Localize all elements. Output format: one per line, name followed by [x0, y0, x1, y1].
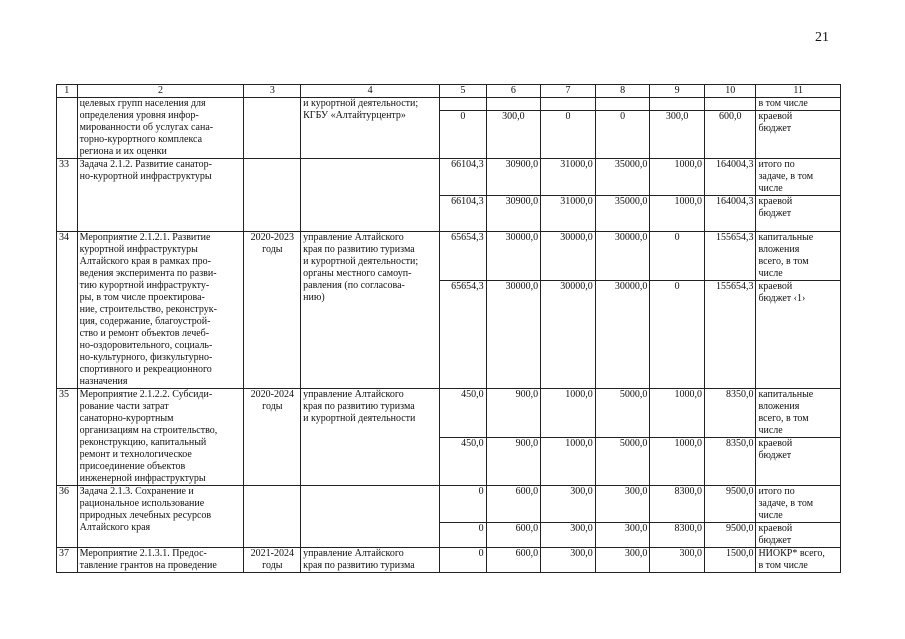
measure-name: Задача 2.1.2. Развитие санатор- но-курортной инфраструктуры	[77, 159, 244, 232]
table-row	[57, 486, 841, 523]
value-cell: 0	[541, 111, 596, 159]
column-number: 7	[541, 85, 596, 98]
value-cell: 1000,0	[650, 438, 705, 486]
value-cell: 1000,0	[650, 159, 705, 196]
row-number: 37	[57, 548, 78, 573]
page-number: 21	[815, 30, 829, 45]
value-cell: 65654,3	[440, 281, 486, 389]
table-row	[57, 389, 841, 438]
value-cell: 164004,3	[704, 196, 756, 232]
term-cell	[244, 98, 301, 159]
column-number: 8	[595, 85, 650, 98]
value-cell: 0	[595, 111, 650, 159]
value-cell: 5000,0	[595, 438, 650, 486]
measure-name: Мероприятие 2.1.2.2. Субсиди- рование части затрат санаторно-курортным организациям на строительство, реконструкцию, капитальный ремонт и технологическое присоединение объектов инженерной инфраструктуры	[77, 389, 244, 486]
executor-cell: управление Алтайского края по развитию туризма и курортной деятельности	[301, 389, 440, 486]
row-number: 35	[57, 389, 78, 486]
value-cell: 8300,0	[650, 523, 705, 548]
value-cell: 5000,0	[595, 389, 650, 438]
source-cell: НИОКР* всего, в том числе	[756, 548, 841, 573]
source-cell: итого по задаче, в том числе	[756, 159, 841, 196]
value-cell	[486, 98, 541, 111]
value-cell: 300,0	[650, 548, 705, 573]
measure-name: целевых групп населения для определения уровня инфор- мированности об услугах сана- торно-курортного комплекса региона и их оценки	[77, 98, 244, 159]
source-cell: капитальные вложения всего, в том числе	[756, 232, 841, 281]
value-cell: 155654,3	[704, 281, 756, 389]
table-row	[57, 232, 841, 281]
measure-name: Мероприятие 2.1.3.1. Предос- тавление грантов на проведение	[77, 548, 244, 573]
value-cell: 300,0	[541, 548, 596, 573]
column-number-row	[57, 85, 841, 98]
value-cell: 30000,0	[595, 232, 650, 281]
value-cell: 164004,3	[704, 159, 756, 196]
row-number	[57, 98, 78, 159]
value-cell: 8350,0	[704, 389, 756, 438]
value-cell: 300,0	[595, 548, 650, 573]
value-cell: 300,0	[595, 523, 650, 548]
value-cell: 0	[440, 523, 486, 548]
value-cell: 9500,0	[704, 486, 756, 523]
column-number: 10	[704, 85, 756, 98]
source-cell: краевой бюджет	[756, 523, 841, 548]
source-cell: краевой бюджет	[756, 111, 841, 159]
executor-cell: управление Алтайского края по развитию туризма и курортной деятельности; органы местного самоуп- равления (по согласова- нию)	[301, 232, 440, 389]
measure-name: Мероприятие 2.1.2.1. Развитие курортной инфраструктуры Алтайского края в рамках про- ведения эксперимента по разви- тию курортной инфраструкту- ры, в том числе проектирова- ние, строительство, реконструк- ция, содержание, благоустрой- ство и ремонт объектов лечеб- но-оздоровительного, социаль- но-культурного, физкультурно- спортивного и рекреационного назначения	[77, 232, 244, 389]
value-cell: 0	[440, 111, 486, 159]
source-cell: краевой бюджет ‹1›	[756, 281, 841, 389]
value-cell: 30000,0	[541, 232, 596, 281]
value-cell: 66104,3	[440, 159, 486, 196]
value-cell: 900,0	[486, 389, 541, 438]
value-cell: 450,0	[440, 438, 486, 486]
value-cell: 1000,0	[650, 196, 705, 232]
value-cell: 30000,0	[486, 232, 541, 281]
value-cell: 30900,0	[486, 196, 541, 232]
value-cell: 600,0	[486, 523, 541, 548]
value-cell: 8350,0	[704, 438, 756, 486]
source-cell: в том числе	[756, 98, 841, 111]
executor-cell: и курортной деятельности; КГБУ «Алтайтурцентр»	[301, 98, 440, 159]
value-cell: 31000,0	[541, 196, 596, 232]
term-cell	[244, 486, 301, 548]
value-cell: 30900,0	[486, 159, 541, 196]
column-number: 9	[650, 85, 705, 98]
value-cell: 450,0	[440, 389, 486, 438]
value-cell: 300,0	[541, 523, 596, 548]
value-cell: 30000,0	[595, 281, 650, 389]
term-cell	[244, 159, 301, 232]
column-number: 6	[486, 85, 541, 98]
term-cell: 2020-2023 годы	[244, 232, 301, 389]
column-number: 1	[57, 85, 78, 98]
value-cell: 300,0	[541, 486, 596, 523]
value-cell: 35000,0	[595, 196, 650, 232]
executor-cell: управление Алтайского края по развитию туризма	[301, 548, 440, 573]
value-cell: 66104,3	[440, 196, 486, 232]
table-row	[57, 548, 841, 573]
value-cell: 9500,0	[704, 523, 756, 548]
value-cell: 65654,3	[440, 232, 486, 281]
value-cell	[541, 98, 596, 111]
table-row	[57, 159, 841, 196]
value-cell: 0	[650, 281, 705, 389]
value-cell: 600,0	[704, 111, 756, 159]
row-number: 36	[57, 486, 78, 548]
executor-cell	[301, 486, 440, 548]
column-number: 3	[244, 85, 301, 98]
value-cell: 35000,0	[595, 159, 650, 196]
value-cell: 31000,0	[541, 159, 596, 196]
value-cell: 300,0	[650, 111, 705, 159]
table-row	[57, 98, 841, 111]
executor-cell	[301, 159, 440, 232]
source-cell: краевой бюджет	[756, 196, 841, 232]
value-cell: 0	[440, 486, 486, 523]
value-cell: 1000,0	[650, 389, 705, 438]
value-cell	[440, 98, 486, 111]
value-cell	[650, 98, 705, 111]
value-cell: 1000,0	[541, 438, 596, 486]
source-cell: итого по задаче, в том числе	[756, 486, 841, 523]
measure-name: Задача 2.1.3. Сохранение и рациональное использование природных лечебных ресурсов Алтайского края	[77, 486, 244, 548]
value-cell	[704, 98, 756, 111]
value-cell: 155654,3	[704, 232, 756, 281]
value-cell: 30000,0	[486, 281, 541, 389]
column-number: 11	[756, 85, 841, 98]
value-cell: 1500,0	[704, 548, 756, 573]
program-table	[56, 84, 841, 573]
column-number: 2	[77, 85, 244, 98]
value-cell: 0	[650, 232, 705, 281]
column-number: 4	[301, 85, 440, 98]
value-cell: 8300,0	[650, 486, 705, 523]
value-cell: 0	[440, 548, 486, 573]
term-cell: 2020-2024 годы	[244, 389, 301, 486]
value-cell: 600,0	[486, 486, 541, 523]
row-number: 34	[57, 232, 78, 389]
value-cell: 600,0	[486, 548, 541, 573]
term-cell: 2021-2024 годы	[244, 548, 301, 573]
value-cell: 900,0	[486, 438, 541, 486]
value-cell: 30000,0	[541, 281, 596, 389]
row-number: 33	[57, 159, 78, 232]
source-cell: краевой бюджет	[756, 438, 841, 486]
source-cell: капитальные вложения всего, в том числе	[756, 389, 841, 438]
value-cell: 1000,0	[541, 389, 596, 438]
column-number: 5	[440, 85, 486, 98]
value-cell	[595, 98, 650, 111]
value-cell: 300,0	[486, 111, 541, 159]
value-cell: 300,0	[595, 486, 650, 523]
